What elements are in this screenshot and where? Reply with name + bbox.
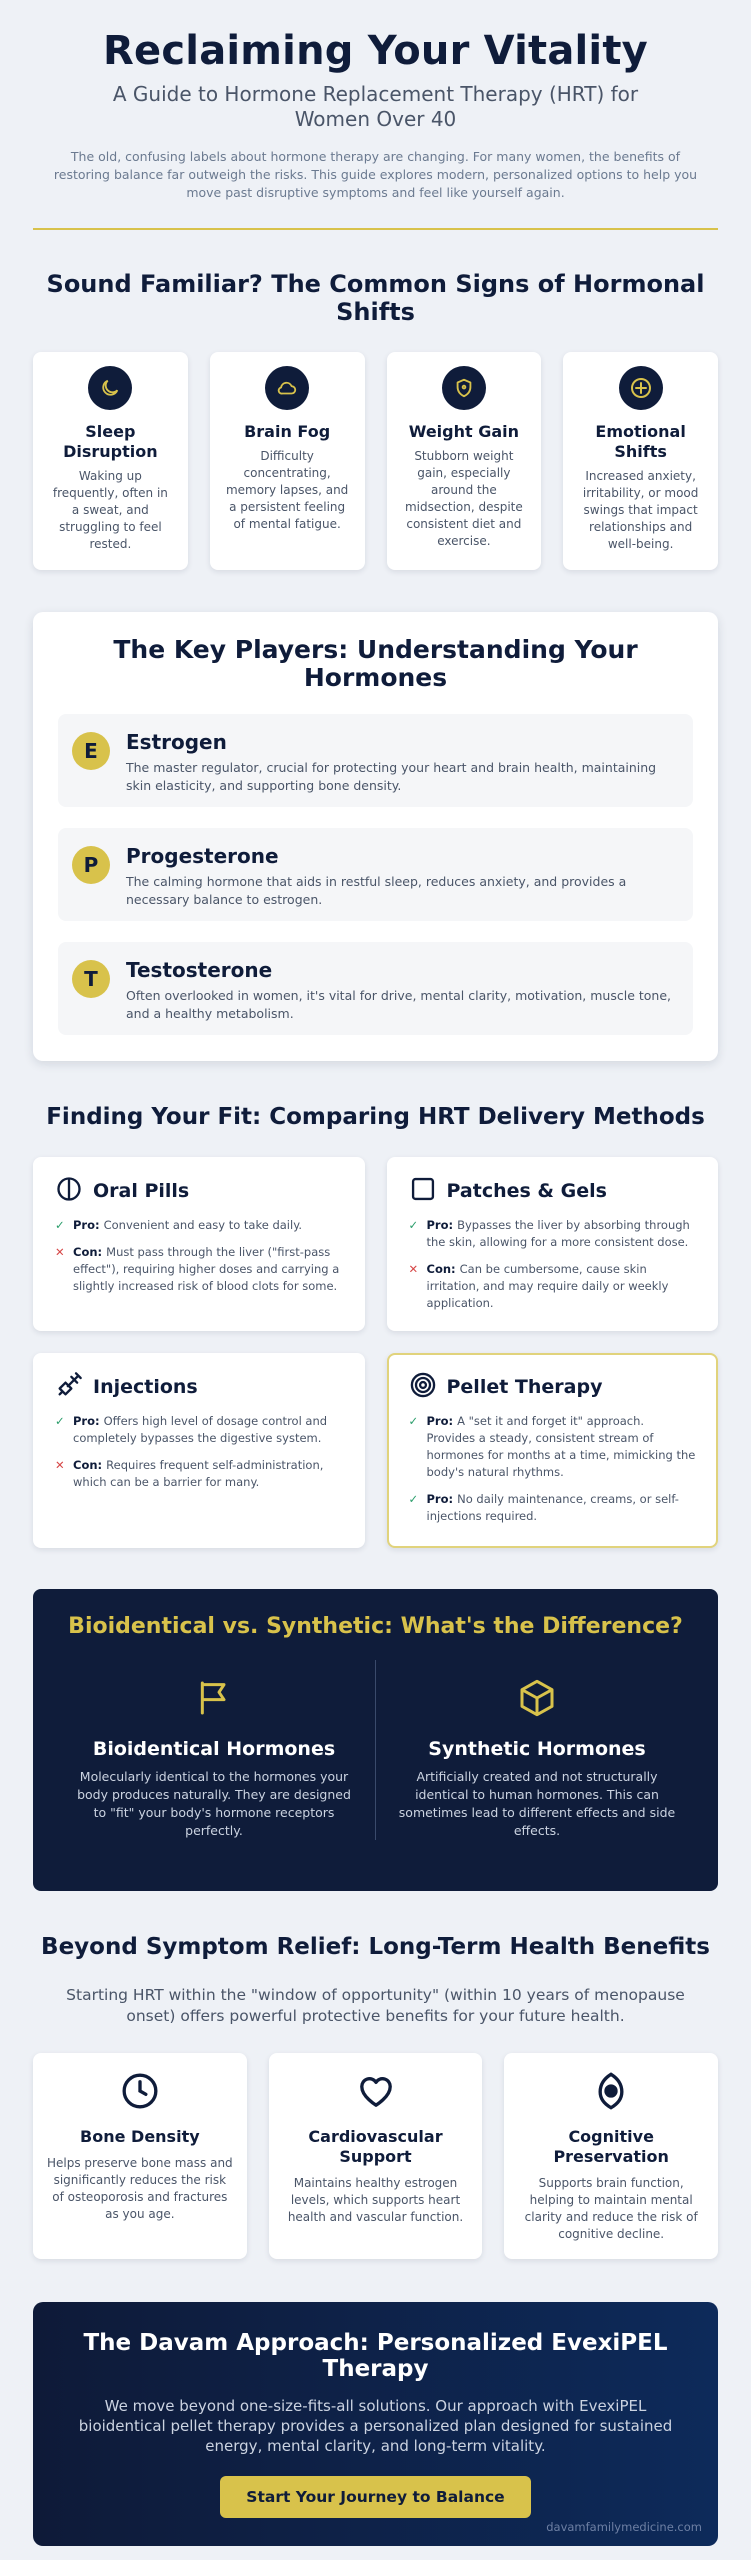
hormone-badge: T bbox=[72, 960, 110, 998]
x-icon: ✕ bbox=[55, 1245, 65, 1259]
check-icon: ✓ bbox=[408, 1492, 419, 1506]
hormone-item-testosterone bbox=[58, 942, 693, 1035]
card-text: Waking up frequently, often in a sweat, and struggling to feel rested. bbox=[52, 469, 168, 551]
card-text: Maintains healthy estrogen levels, which supports heart health and vascular function. bbox=[287, 2176, 464, 2224]
pill-icon bbox=[55, 1175, 83, 1207]
section-title: The Key Players: Understanding Your Hormones bbox=[113, 635, 638, 692]
check-icon: ✓ bbox=[408, 1414, 419, 1428]
cta-text: We move beyond one-size-fits-all solutions. Our approach with EvexiPEL bioidentical pellet therapy provides a personalized plan designed for sustained energy, mental clarity, and long-term vitality. bbox=[78, 2397, 673, 2455]
clock-icon bbox=[120, 2096, 160, 2115]
pro-line: ✓ Pro: No daily maintenance, creams, or self-injections required. bbox=[408, 1492, 679, 1523]
hormone-text: Often overlooked in women, it's vital for drive, mental clarity, motivation, muscle tone, and a healthy metabolism. bbox=[126, 988, 671, 1021]
section-title: Finding Your Fit: Comparing HRT Delivery Methods bbox=[46, 1104, 705, 1130]
benefits-intro: Starting HRT within the "window of opportunity" (within 10 years of menopause onset) offers powerful protective benefits for your future health. bbox=[66, 1986, 685, 2025]
hormone-name: Estrogen bbox=[126, 730, 227, 754]
hormone-item-estrogen bbox=[58, 714, 693, 807]
method-title: Injections bbox=[93, 1376, 198, 1398]
check-icon: ✓ bbox=[55, 1218, 65, 1232]
hero bbox=[33, 0, 718, 230]
con-line: ✕ Con: Requires frequent self-administration, which can be a barrier for many. bbox=[55, 1458, 324, 1489]
hormone-name: Progesterone bbox=[126, 844, 279, 868]
section-title: Sound Familiar? The Common Signs of Hormonal Shifts bbox=[46, 270, 705, 326]
x-icon: ✕ bbox=[55, 1458, 65, 1472]
benefit-card-cardiovascular bbox=[269, 2053, 483, 2259]
benefits-section bbox=[33, 1933, 718, 2259]
method-title: Pellet Therapy bbox=[446, 1376, 603, 1398]
bio-vs-synthetic-section bbox=[33, 1589, 718, 1891]
target-icon bbox=[409, 1371, 437, 1403]
heart-icon bbox=[355, 2096, 397, 2115]
hormone-text: The calming hormone that aids in restful sleep, reduces anxiety, and provides a necessary balance to estrogen. bbox=[126, 874, 627, 907]
hormones-section bbox=[33, 612, 718, 1061]
sign-card-emotional bbox=[563, 352, 718, 570]
x-icon: ✕ bbox=[408, 1262, 419, 1276]
pro-line: ✓ Pro: Bypasses the liver by absorbing through the skin, allowing for a more consistent dose. bbox=[408, 1218, 690, 1249]
cta-section bbox=[33, 2302, 718, 2546]
method-title: Patches & Gels bbox=[446, 1180, 607, 1202]
method-title: Oral Pills bbox=[93, 1180, 190, 1202]
syringe-icon bbox=[55, 1371, 83, 1403]
moon-icon bbox=[88, 366, 132, 410]
column-title: Synthetic Hormones bbox=[428, 1738, 646, 1760]
column-title: Bioidentical Hormones bbox=[92, 1738, 336, 1760]
cube-icon bbox=[517, 1703, 557, 1722]
con-line: ✕ Con: Must pass through the liver ("first-pass effect"), requiring higher doses and carrying a slightly increased risk of blood clots for some. bbox=[55, 1245, 340, 1293]
card-title: Weight Gain bbox=[408, 422, 520, 441]
bioidentical-column bbox=[53, 1660, 375, 1840]
section-title: Bioidentical vs. Synthetic: What's the Difference? bbox=[68, 1614, 683, 1639]
card-title: Cognitive Preservation bbox=[553, 2127, 669, 2166]
hormone-badge: E bbox=[72, 732, 110, 770]
method-card-injections bbox=[33, 1353, 365, 1548]
signs-section bbox=[33, 270, 718, 570]
card-title: Bone Density bbox=[80, 2127, 200, 2146]
pro-line: ✓ Pro: Convenient and easy to take daily. bbox=[55, 1218, 303, 1232]
hormone-name: Testosterone bbox=[126, 958, 273, 982]
method-card-patches-gels bbox=[387, 1157, 719, 1331]
benefit-card-cognitive bbox=[504, 2053, 718, 2259]
card-title: Emotional Shifts bbox=[595, 422, 686, 461]
sign-card-brain-fog bbox=[210, 352, 365, 570]
plus-circle-icon bbox=[619, 366, 663, 410]
card-text: Difficulty concentrating, memory lapses, and a persistent feeling of mental fatigue. bbox=[225, 449, 349, 531]
card-text: Stubborn weight gain, especially around the midsection, despite consistent diet and exercise. bbox=[404, 449, 523, 548]
card-title: Cardiovascular Support bbox=[308, 2127, 443, 2166]
page-title: Reclaiming Your Vitality bbox=[103, 28, 648, 74]
check-icon: ✓ bbox=[408, 1218, 419, 1232]
sign-card-weight-gain bbox=[387, 352, 542, 570]
start-journey-button[interactable]: Start Your Journey to Balance bbox=[220, 2476, 530, 2518]
hormone-badge: P bbox=[72, 846, 110, 884]
card-text: Supports brain function, helping to maintain mental clarity and reduce the risk of cognitive decline. bbox=[524, 2176, 698, 2241]
card-title: Sleep Disruption bbox=[63, 422, 158, 461]
method-card-oral-pills bbox=[33, 1157, 365, 1331]
divider bbox=[33, 228, 718, 230]
cta-title: The Davam Approach: Personalized EvexiPEL Therapy bbox=[83, 2330, 668, 2382]
column-text: Molecularly identical to the hormones your body produces naturally. They are designed to "fit" your body's hormone receptors perfectly. bbox=[77, 1769, 351, 1838]
brain-icon bbox=[591, 2096, 631, 2115]
cloud-icon bbox=[265, 366, 309, 410]
card-text: Increased anxiety, irritability, or mood swings that impact relationships and well-being. bbox=[582, 469, 699, 551]
section-title: Beyond Symptom Relief: Long-Term Health Benefits bbox=[41, 1934, 710, 1960]
benefit-card-bone-density bbox=[33, 2053, 247, 2259]
delivery-section bbox=[33, 1103, 718, 1548]
column-text: Artificially created and not structurally identical to human hormones. This can sometimes lead to different effects and side effects. bbox=[398, 1769, 676, 1838]
hero-intro: The old, confusing labels about hormone therapy are changing. For many women, the benefits of restoring balance far outweigh the risks. This guide explores modern, personalized options to help you move past disruptive symptoms and feel like yourself again. bbox=[53, 149, 698, 200]
pro-line: ✓ Pro: Offers high level of dosage control and completely bypasses the digestive system. bbox=[55, 1414, 328, 1445]
square-icon bbox=[409, 1175, 437, 1207]
site-url: davamfamilymedicine.com bbox=[546, 2520, 702, 2534]
card-title: Brain Fog bbox=[244, 422, 331, 441]
synthetic-column bbox=[376, 1660, 698, 1840]
hormone-text: The master regulator, crucial for protecting your heart and brain health, maintaining skin elasticity, and supporting bone density. bbox=[126, 760, 657, 793]
check-icon: ✓ bbox=[55, 1414, 65, 1428]
flag-icon bbox=[194, 1703, 234, 1722]
page-subtitle: A Guide to Hormone Replacement Therapy (HRT) for Women Over 40 bbox=[112, 82, 639, 131]
con-line: ✕ Con: Can be cumbersome, cause skin irritation, and may require daily or weekly application. bbox=[408, 1262, 669, 1310]
sign-card-sleep bbox=[33, 352, 188, 570]
card-text: Helps preserve bone mass and significantly reduces the risk of osteoporosis and fractures as you age. bbox=[47, 2156, 233, 2221]
shield-icon bbox=[442, 366, 486, 410]
pro-line: ✓ Pro: A "set it and forget it" approach. Provides a steady, consistent stream of hormones for months at a time, mimicking the body's natural rhythms. bbox=[408, 1414, 696, 1479]
method-card-pellet-therapy bbox=[387, 1353, 719, 1548]
hormone-item-progesterone bbox=[58, 828, 693, 921]
